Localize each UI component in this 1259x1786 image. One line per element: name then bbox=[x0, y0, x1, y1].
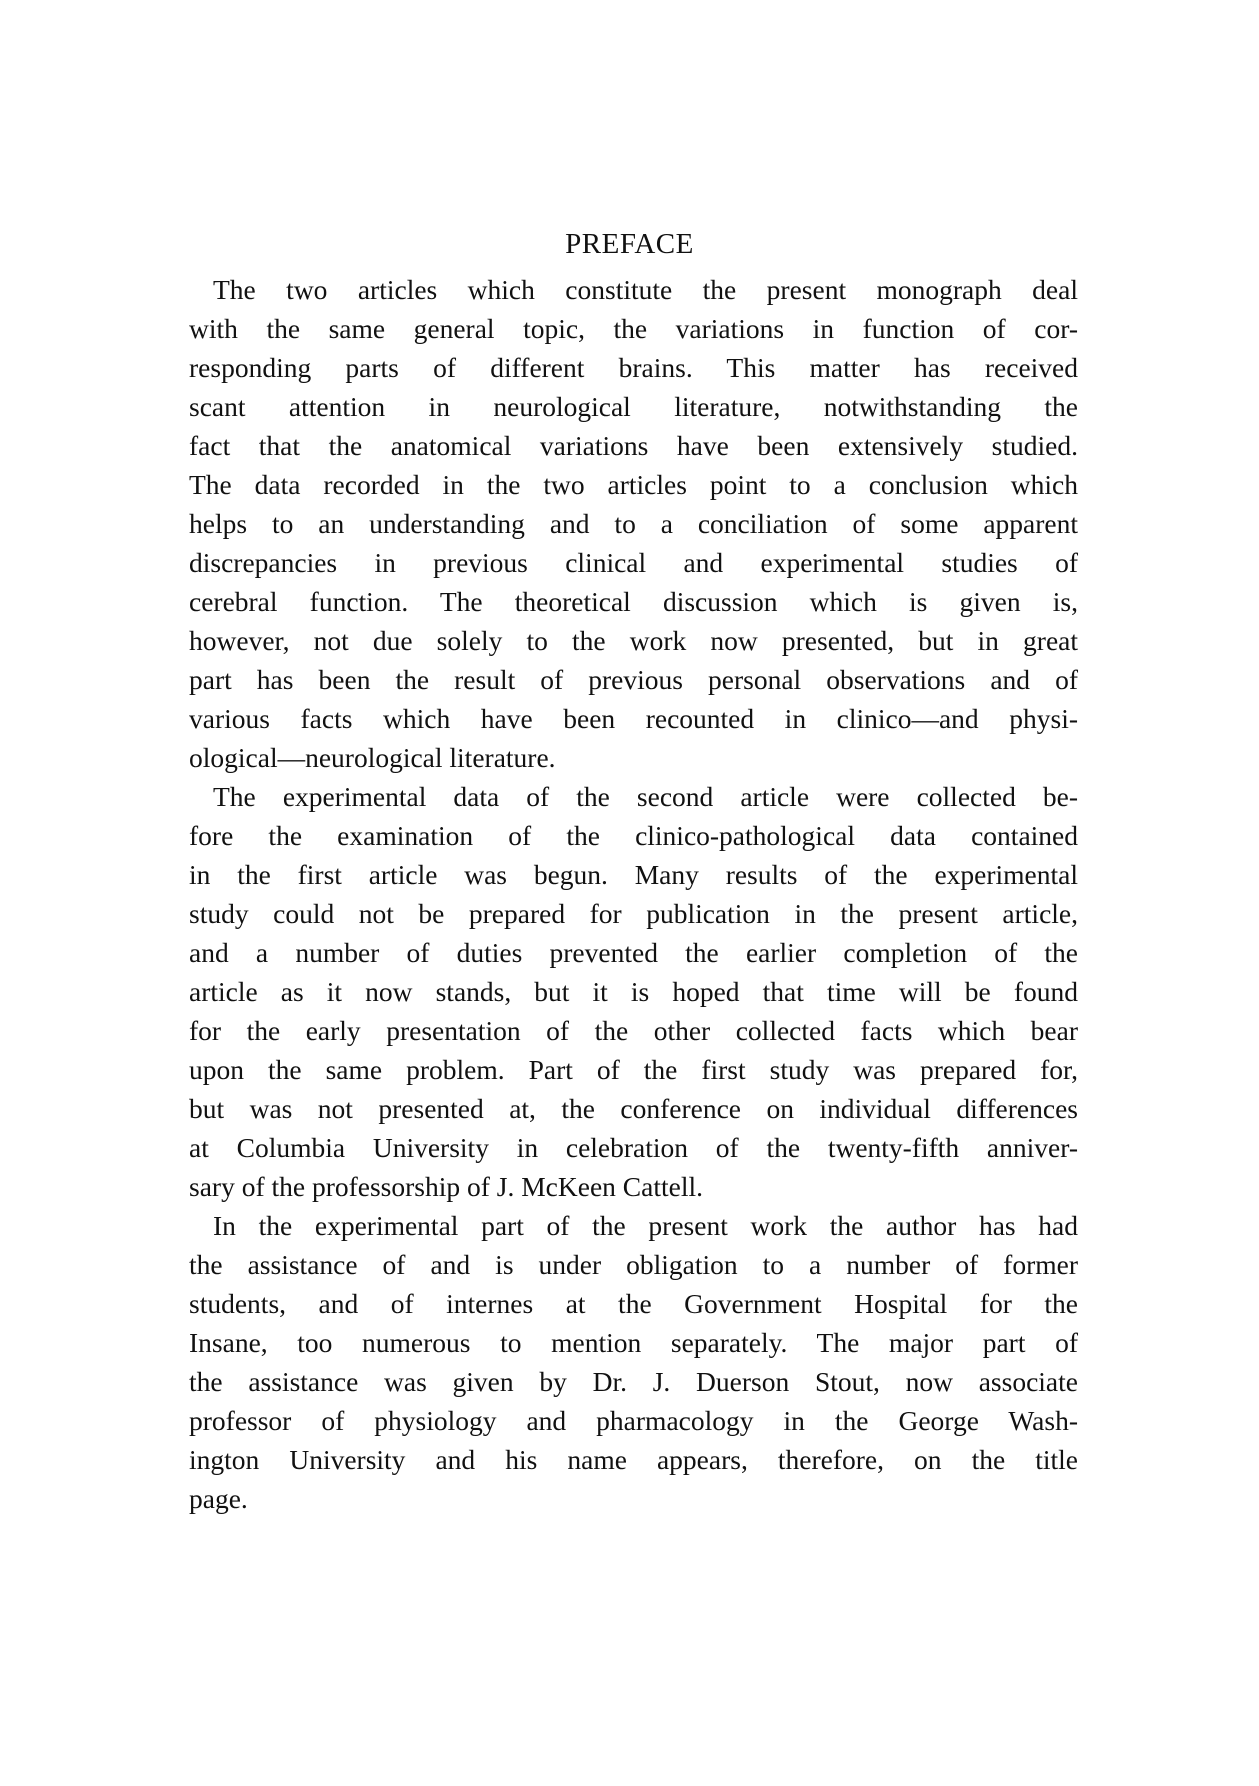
text-line: article as it now stands, but it is hoped that time will be found bbox=[189, 976, 1078, 1007]
text-line: In the experimental part of the present work the author has had bbox=[213, 1210, 1078, 1241]
text-line: ological—neurological literature. bbox=[189, 742, 556, 773]
text-line: for the early presentation of the other collected facts which bear bbox=[189, 1015, 1078, 1046]
text-line: helps to an understanding and to a conciliation of some apparent bbox=[189, 508, 1078, 539]
text-line: however, not due solely to the work now presented, but in great bbox=[189, 625, 1078, 656]
text-line: the assistance was given by Dr. J. Duerson Stout, now associate bbox=[189, 1366, 1078, 1397]
text-line: students, and of internes at the Government Hospital for the bbox=[189, 1288, 1078, 1319]
text-line: ington University and his name appears, therefore, on the title bbox=[189, 1444, 1078, 1475]
text-line: but was not presented at, the conference on individual differences bbox=[189, 1093, 1078, 1124]
text-line: fact that the anatomical variations have been extensively studied. bbox=[189, 430, 1078, 461]
text-line: professor of physiology and pharmacology in the George Wash- bbox=[189, 1405, 1078, 1436]
text-line: and a number of duties prevented the earlier completion of the bbox=[189, 937, 1078, 968]
text-line: part has been the result of previous personal observations and of bbox=[189, 664, 1078, 695]
text-line: various facts which have been recounted in clinico—and physi- bbox=[189, 703, 1078, 734]
text-line: at Columbia University in celebration of the twenty-fifth anniver- bbox=[189, 1132, 1078, 1163]
text-line: with the same general topic, the variations in function of cor- bbox=[189, 313, 1078, 344]
text-line: upon the same problem. Part of the first study was prepared for, bbox=[189, 1054, 1078, 1085]
text-line: The two articles which constitute the present monograph deal bbox=[213, 274, 1078, 305]
text-line: cerebral function. The theoretical discussion which is given is, bbox=[189, 586, 1078, 617]
text-line: sary of the professorship of J. McKeen Cattell. bbox=[189, 1171, 703, 1202]
text-line: scant attention in neurological literature, notwithstanding the bbox=[189, 391, 1078, 422]
text-line: in the first article was begun. Many results of the experimental bbox=[189, 859, 1078, 890]
text-line: page. bbox=[189, 1483, 248, 1514]
text-line: the assistance of and is under obligation to a number of former bbox=[189, 1249, 1078, 1280]
text-line: study could not be prepared for publication in the present article, bbox=[189, 898, 1078, 929]
page-title: PREFACE bbox=[565, 228, 694, 260]
text-line: discrepancies in previous clinical and experimental studies of bbox=[189, 547, 1078, 578]
text-line: The data recorded in the two articles point to a conclusion which bbox=[189, 469, 1078, 500]
text-line: Insane, too numerous to mention separately. The major part of bbox=[189, 1327, 1078, 1358]
text-line: fore the examination of the clinico-pathological data contained bbox=[189, 820, 1078, 851]
text-line: The experimental data of the second article were collected be- bbox=[213, 781, 1078, 812]
preface-body bbox=[189, 270, 1078, 1518]
text-line: responding parts of different brains. This matter has received bbox=[189, 352, 1078, 383]
